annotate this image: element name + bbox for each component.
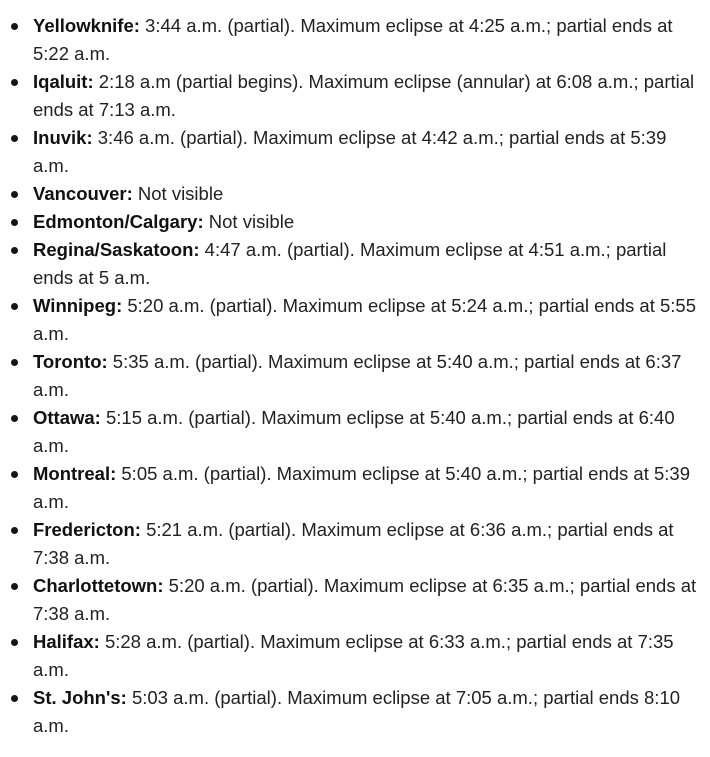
list-item <box>0 68 710 124</box>
list-item <box>0 516 710 572</box>
city-name: Inuvik: <box>33 127 93 148</box>
eclipse-detail: Not visible <box>203 211 295 232</box>
eclipse-detail: 5:35 a.m. (partial). Maximum eclipse at 5:40 a.m.; partial ends at 6:37 a.m. <box>33 351 682 400</box>
list-item <box>0 572 710 628</box>
eclipse-detail: 5:21 a.m. (partial). Maximum eclipse at 6:36 a.m.; partial ends at 7:38 a.m. <box>33 519 674 568</box>
eclipse-detail: 5:20 a.m. (partial). Maximum eclipse at 6:35 a.m.; partial ends at 7:38 a.m. <box>33 575 697 624</box>
city-name: St. John's: <box>33 687 127 708</box>
eclipse-detail: 2:18 a.m (partial begins). Maximum eclipse (annular) at 6:08 a.m.; partial ends at 7:13 a.m. <box>33 71 695 120</box>
city-name: Regina/Saskatoon: <box>33 239 200 260</box>
eclipse-times-list <box>0 12 710 740</box>
city-name: Fredericton: <box>33 519 141 540</box>
eclipse-detail: 5:05 a.m. (partial). Maximum eclipse at 5:40 a.m.; partial ends at 5:39 a.m. <box>33 463 691 512</box>
city-name: Halifax: <box>33 631 100 652</box>
city-name: Toronto: <box>33 351 108 372</box>
eclipse-detail: 5:28 a.m. (partial). Maximum eclipse at 6:33 a.m.; partial ends at 7:35 a.m. <box>33 631 674 680</box>
eclipse-detail: 3:46 a.m. (partial). Maximum eclipse at 4:42 a.m.; partial ends at 5:39 a.m. <box>33 127 667 176</box>
list-item <box>0 236 710 292</box>
list-item <box>0 180 710 208</box>
eclipse-detail: 3:44 a.m. (partial). Maximum eclipse at 4:25 a.m.; partial ends at 5:22 a.m. <box>33 15 673 64</box>
eclipse-detail: 5:20 a.m. (partial). Maximum eclipse at 5:24 a.m.; partial ends at 5:55 a.m. <box>33 295 696 344</box>
list-item <box>0 208 710 236</box>
city-name: Yellowknife: <box>33 15 140 36</box>
list-item <box>0 404 710 460</box>
list-item <box>0 684 710 740</box>
list-item <box>0 628 710 684</box>
eclipse-detail: 5:03 a.m. (partial). Maximum eclipse at 7:05 a.m.; partial ends 8:10 a.m. <box>33 687 681 736</box>
city-name: Iqaluit: <box>33 71 94 92</box>
city-name: Vancouver: <box>33 183 133 204</box>
eclipse-detail: Not visible <box>132 183 224 204</box>
eclipse-detail: 5:15 a.m. (partial). Maximum eclipse at 5:40 a.m.; partial ends at 6:40 a.m. <box>33 407 675 456</box>
list-item <box>0 124 710 180</box>
list-item <box>0 292 710 348</box>
eclipse-detail: 4:47 a.m. (partial). Maximum eclipse at 4:51 a.m.; partial ends at 5 a.m. <box>33 239 667 288</box>
city-name: Ottawa: <box>33 407 101 428</box>
city-name: Charlottetown: <box>33 575 164 596</box>
city-name: Winnipeg: <box>33 295 123 316</box>
list-item <box>0 460 710 516</box>
city-name: Edmonton/Calgary: <box>33 211 204 232</box>
list-item <box>0 12 710 68</box>
city-name: Montreal: <box>33 463 117 484</box>
list-item <box>0 348 710 404</box>
